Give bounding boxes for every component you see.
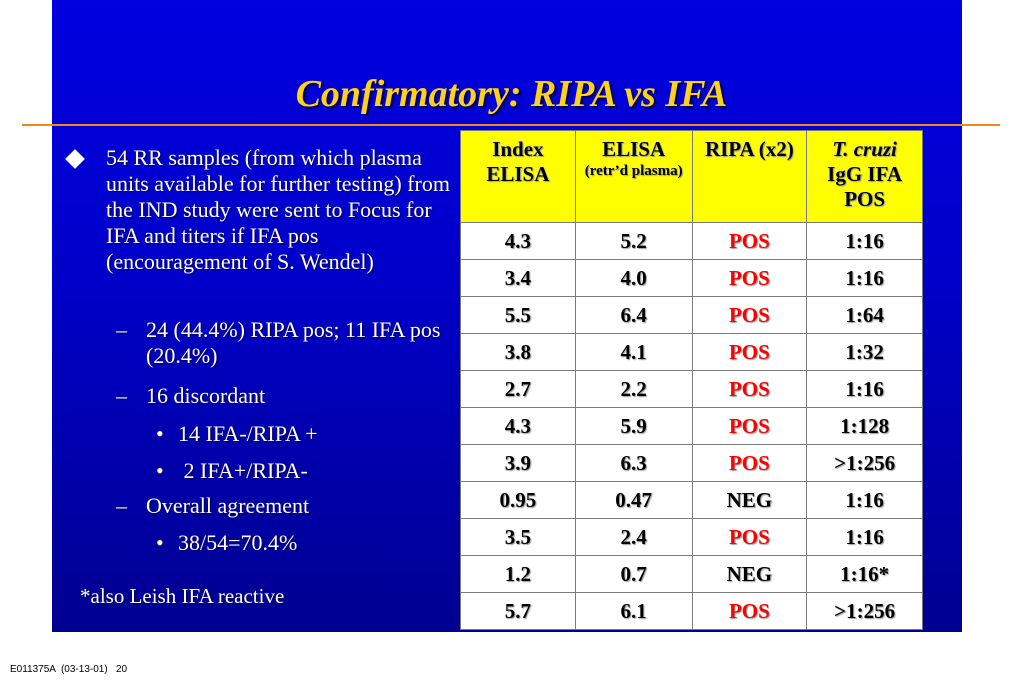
cell-ifa-titer: 1:16 — [807, 223, 923, 260]
cell-ripa: POS — [692, 371, 807, 408]
cell-elisa: 5.9 — [575, 408, 692, 445]
cell-index-elisa: 4.3 — [461, 408, 576, 445]
sub-sub-bullet-text: 14 IFA-/RIPA + — [178, 421, 318, 446]
dot-bullet: • — [156, 458, 164, 483]
slide-identifier: E011375A (03-13-01) 20 — [10, 664, 128, 675]
table-body — [461, 223, 923, 630]
sub-sub-bullet-text: 38/54=70.4% — [178, 530, 298, 555]
table-row — [461, 260, 923, 297]
dot-bullet: • — [156, 530, 164, 555]
cell-ripa: POS — [692, 519, 807, 556]
cell-index-elisa: 3.9 — [461, 445, 576, 482]
cell-ripa: POS — [692, 223, 807, 260]
sub-sub-bullet-text: 2 IFA+/RIPA- — [178, 458, 308, 483]
cell-ifa-titer: 1:16* — [807, 556, 923, 593]
footnote: *also Leish IFA reactive — [80, 584, 285, 608]
cell-ifa-titer: 1:32 — [807, 334, 923, 371]
table-row — [461, 519, 923, 556]
cell-ripa: POS — [692, 408, 807, 445]
cell-elisa: 5.2 — [575, 223, 692, 260]
table-row — [461, 408, 923, 445]
table-row — [461, 556, 923, 593]
header-ifa — [807, 131, 923, 223]
cell-index-elisa: 3.4 — [461, 260, 576, 297]
header-ifa-label: IgG IFA POS — [827, 162, 903, 211]
cell-ifa-titer: >1:256 — [807, 593, 923, 630]
cell-elisa: 2.4 — [575, 519, 692, 556]
cell-index-elisa: 1.2 — [461, 556, 576, 593]
header-ifa-organism: T. cruzi — [832, 137, 897, 161]
cell-ripa: POS — [692, 445, 807, 482]
cell-ripa: POS — [692, 297, 807, 334]
cell-index-elisa: 4.3 — [461, 223, 576, 260]
cell-ifa-titer: 1:16 — [807, 482, 923, 519]
cell-index-elisa: 3.8 — [461, 334, 576, 371]
cell-elisa: 6.4 — [575, 297, 692, 334]
table-row — [461, 445, 923, 482]
header-ripa: RIPA (x2) — [692, 131, 807, 223]
cell-ifa-titer: >1:256 — [807, 445, 923, 482]
sub-bullet-text: 16 discordant — [146, 383, 266, 408]
cell-elisa: 0.7 — [575, 556, 692, 593]
header-elisa — [575, 131, 692, 223]
cell-ifa-titer: 1:16 — [807, 260, 923, 297]
title-divider — [22, 124, 1000, 126]
cell-index-elisa: 5.7 — [461, 593, 576, 630]
table-row — [461, 223, 923, 260]
sub-bullet-text: Overall agreement — [146, 493, 310, 518]
cell-elisa: 4.1 — [575, 334, 692, 371]
cell-ripa: NEG — [692, 482, 807, 519]
table-row — [461, 371, 923, 408]
cell-elisa: 6.1 — [575, 593, 692, 630]
cell-index-elisa: 0.95 — [461, 482, 576, 519]
dash-bullet: – — [116, 317, 127, 342]
cell-index-elisa: 5.5 — [461, 297, 576, 334]
sub-bullet-text: 24 (44.4%) RIPA pos; 11 IFA pos (20.4%) — [146, 317, 441, 368]
cell-elisa: 2.2 — [575, 371, 692, 408]
bullet-main-text: 54 RR samples (from which plasma units available for further testing) from the IND study were sent to Focus for IFA and titers if IFA pos (encouragement of S. Wendel) — [106, 145, 450, 274]
header-elisa-label: ELISA — [602, 137, 666, 161]
cell-ifa-titer: 1:16 — [807, 371, 923, 408]
cell-ifa-titer: 1:128 — [807, 408, 923, 445]
cell-ripa: NEG — [692, 556, 807, 593]
cell-elisa: 0.47 — [575, 482, 692, 519]
table-row — [461, 334, 923, 371]
table-row — [461, 593, 923, 630]
table-row — [461, 297, 923, 334]
table-row — [461, 482, 923, 519]
header-elisa-sublabel: (retr’d plasma) — [584, 163, 683, 179]
cell-ripa: POS — [692, 593, 807, 630]
cell-ripa: POS — [692, 260, 807, 297]
table-header-row — [461, 131, 923, 223]
slide-title: Confirmatory: RIPA vs IFA — [295, 73, 728, 115]
cell-elisa: 6.3 — [575, 445, 692, 482]
cell-index-elisa: 2.7 — [461, 371, 576, 408]
dash-bullet: – — [116, 493, 127, 518]
cell-ifa-titer: 1:64 — [807, 297, 923, 334]
cell-elisa: 4.0 — [575, 260, 692, 297]
cell-ripa: POS — [692, 334, 807, 371]
dot-bullet: • — [156, 421, 164, 446]
dash-bullet: – — [116, 383, 127, 408]
cell-ifa-titer: 1:16 — [807, 519, 923, 556]
results-table — [460, 130, 923, 630]
header-index-elisa: Index ELISA — [461, 131, 576, 223]
cell-index-elisa: 3.5 — [461, 519, 576, 556]
